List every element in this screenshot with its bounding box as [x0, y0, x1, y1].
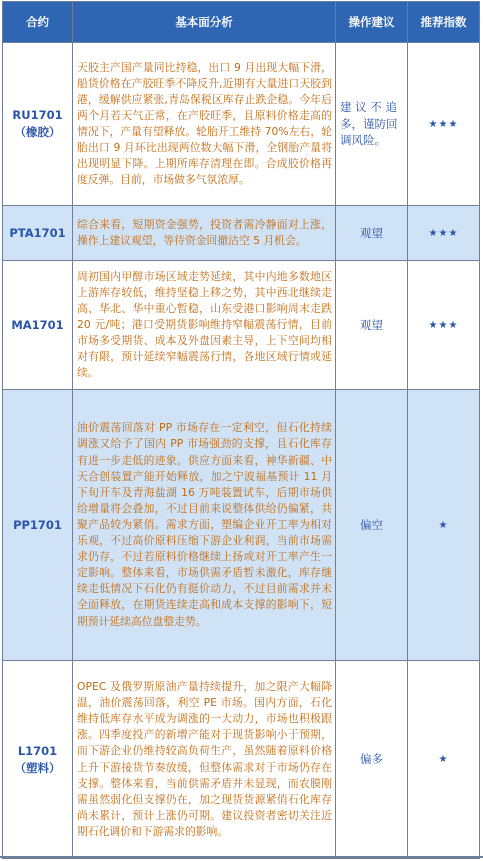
header-analysis: 基本面分析 [73, 2, 336, 43]
contract-code: PTA1701 [9, 225, 66, 240]
header-contract: 合约 [3, 2, 73, 43]
rating-stars: ★★★ [408, 261, 480, 390]
bottom-divider [0, 856, 483, 858]
analysis-cell: 油价震荡回落对 PP 市场存在一定利空，但石化持续调涨又给予了国内 PP 市场强劲的支撑，且石化库存有进一步走低的迹象。供应方面来看，神华新疆、中天合创装置产能开始释放，加之宁波福基预计 11 月下旬开车及青海盐湖 16 万吨装置试车，后期市场供给增量将会叠加，不过目前来说整体供给仍偏紧，共聚产品较为紧俏。需求方面，塑编企业开工率为相对乐观，不过高价原料压缩下游企业利润，当前市场需求仍存，不过若原料价格继续上扬或对开工率产生一定影响。整体来看，市场供需矛盾暂未激化，库存继续走低情况下石化仍有挺价动力，不过目前需求并未全面释放，在期货连续走高和成本支撑的影响下，短期预计延续高位盘整走势。 [73, 390, 336, 661]
table-row [3, 661, 480, 859]
analysis-cell: OPEC 及俄罗斯原油产量持续提升，加之限产大幅降温，油价震荡回落，利空 PE 市场。国内方面，石化维持低库存水平成为调涨的一大动力，市场也积极跟涨。四季度投产的新增产能对于现货影响小于预期，而下游企业仍维持较高负荷生产，虽然随着原料价格上升下游接货节奏放缓，但整体需求对于市场仍存在支撑。整体来看，当前供需矛盾并未显现，而农膜刚需虽然弱化但支撑仍在，加之现货货源紧俏石化库存尚未累计，预计上涨仍可期。建议投资者密切关注近期石化调价和下游需求的影响。 [73, 661, 336, 859]
rating-stars: ★★★ [408, 206, 480, 261]
advice-cell: 观望 [336, 206, 408, 261]
contract-code: MA1701 [11, 317, 64, 332]
contract-cell [3, 206, 73, 261]
table-row [3, 261, 480, 390]
contract-cell [3, 390, 73, 661]
rating-stars: ★ [408, 661, 480, 859]
contract-cell [3, 661, 73, 859]
table-row [3, 390, 480, 661]
contract-cell [3, 261, 73, 390]
analysis-cell: 综合来看，短期资金强势，投资者需冷静面对上涨，操作上建议观望，等待资金回撤沽空 5 月机会。 [73, 206, 336, 261]
contract-cell [3, 43, 73, 206]
contract-name: （橡胶） [14, 125, 61, 139]
advice-cell: 偏多 [336, 661, 408, 859]
rating-stars: ★ [408, 390, 480, 661]
advice-cell: 观望 [336, 261, 408, 390]
advice-cell: 偏空 [336, 390, 408, 661]
table-header-row [3, 2, 480, 43]
table-row [3, 43, 480, 206]
contract-code: RU1701 [12, 108, 63, 122]
futures-analysis-table [2, 1, 480, 859]
contract-code: L1701 [17, 743, 58, 758]
header-advice: 操作建议 [336, 2, 408, 43]
header-rating: 推荐指数 [408, 2, 480, 43]
contract-name: （塑料） [14, 760, 61, 775]
analysis-cell: 周初国内甲醇市场区域走势延续，其中内地多数地区上游库存较低，维持坚稳上移之势，其中西北继续走高、华北、华中重心暂稳，山东受港口影响周末走跌 20 元/吨；港口受期货影响维持窄幅震荡行情，目前市场多受期货、成本及外盘因素主导，上下空间均相对有限，预计延续窄幅震荡行情，各地区域行情或延续。 [73, 261, 336, 390]
table-row [3, 206, 480, 261]
analysis-cell: 天胶主产国产量同比持稳，出口 9 月出现大幅下滑，船货价格在产胶旺季不降反升,近期有大量进口天胶到港，缓解供应紧张,青岛保税区库存止跌企稳。今年后两个月若天气正常，在产胶旺季，且原料价格走高的情况下，产量有望释放。轮胎开工维持 70%左右，轮胎出口 9 月环比出现两位数大幅下滑，全钢胎产量将出现明显下降。上期所库存清理在即。合成胶价格再度反弹。目前，市场做多气氛浓厚。 [73, 43, 336, 206]
advice-cell: 建 议 不 追多，谨防回调风险。 [336, 43, 408, 206]
contract-code: PP1701 [13, 517, 62, 532]
rating-stars: ★★★ [408, 43, 480, 206]
